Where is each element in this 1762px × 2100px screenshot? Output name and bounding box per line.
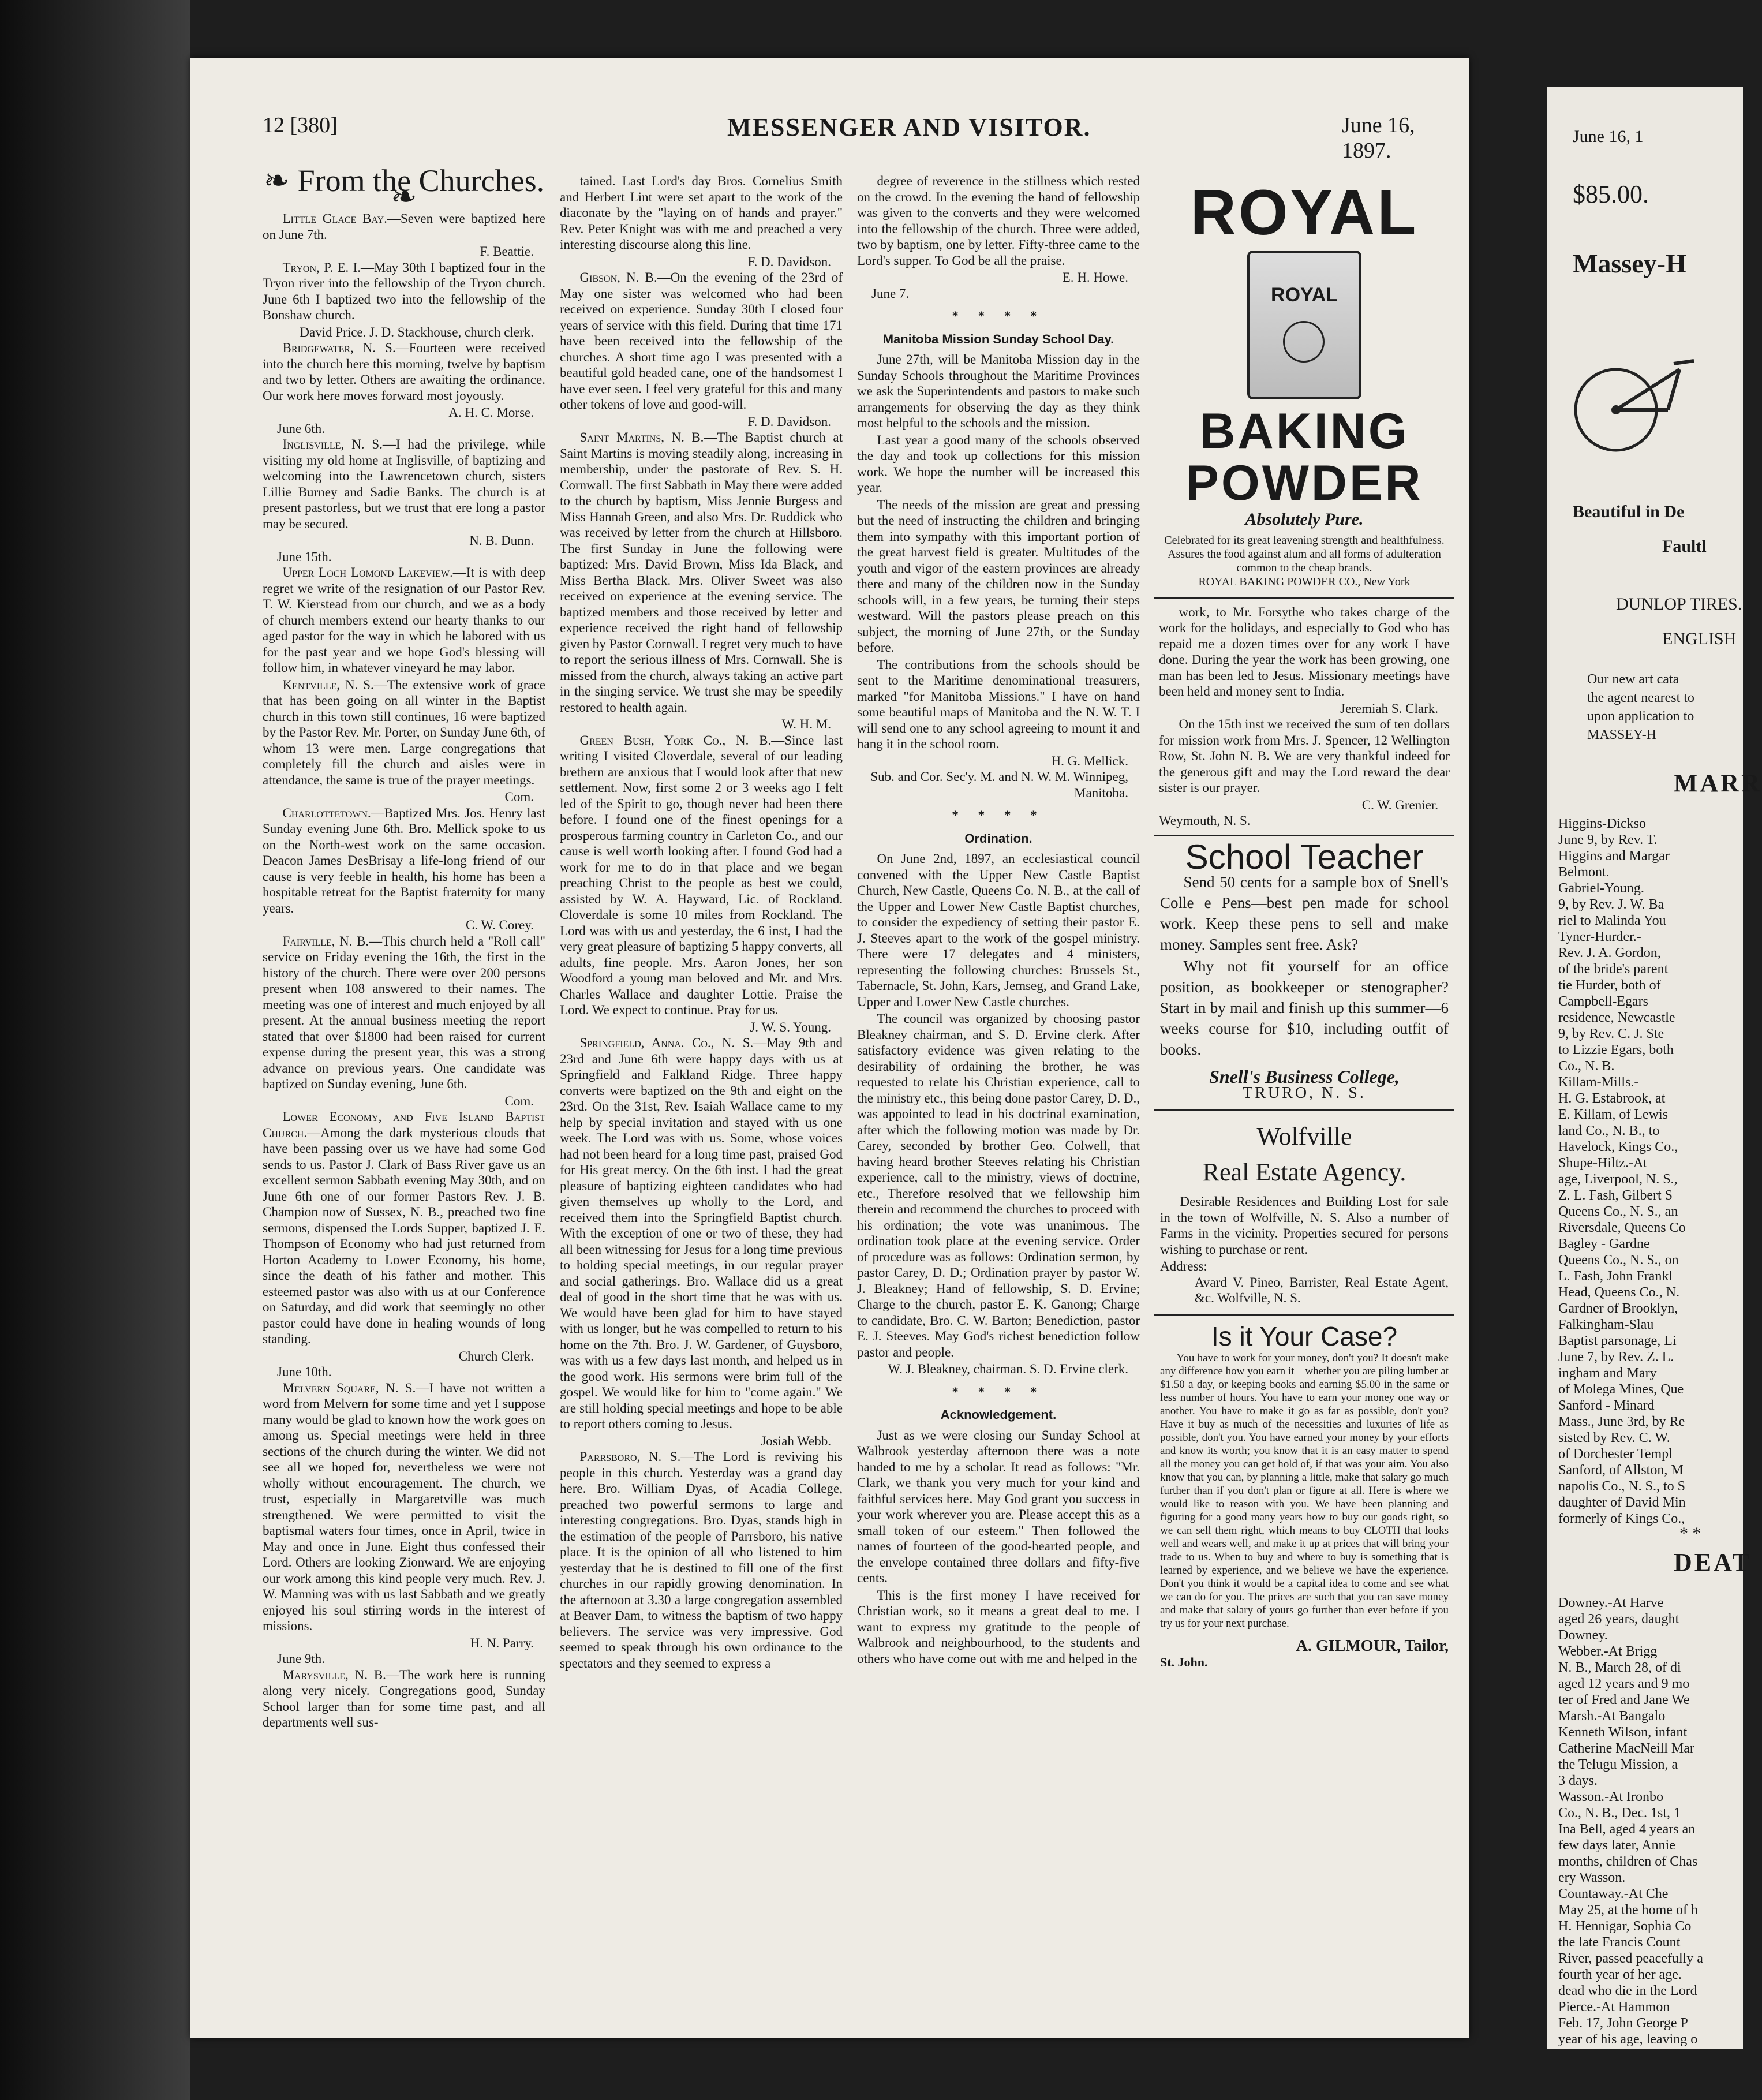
ad-tagline: Absolutely Pure. (1245, 510, 1364, 529)
text-line: Head, Queens Co., N. (1558, 1285, 1679, 1300)
text-line: Queens Co., N. S., on (1558, 1253, 1679, 1268)
text-line: riel to Malinda You (1558, 913, 1666, 928)
separator-stars: * * * * (952, 309, 1045, 323)
text-line: June 7, by Rev. Z. L. (1558, 1350, 1674, 1365)
text-line: ingham and Mary (1558, 1366, 1657, 1381)
text-line: L. Fash, John Frankl (1558, 1269, 1673, 1284)
text-line: N. B., March 28, of di (1558, 1660, 1681, 1675)
text-line: 9, by Rev. C. J. Ste (1558, 1026, 1664, 1041)
text-line: Marsh.-At Bangalo (1558, 1709, 1666, 1724)
text-line: to Lizzie Egars, both (1558, 1042, 1674, 1058)
book-spine (0, 0, 190, 2100)
text-line: the late Francis Count (1558, 1935, 1681, 1950)
text-line: Baptist parsonage, Li (1558, 1333, 1677, 1348)
college-town: TRURO, N. S. (1243, 1083, 1366, 1102)
text-line: H. Hennigar, Sophia Co (1558, 1919, 1692, 1934)
place-name: Little Glace Bay. (282, 211, 387, 226)
item-text: —The work here is running along very nicely. Congregations good, Sunday School larger than for some time past, and all departments well sus- (263, 1667, 545, 1729)
text-line: upon application to (1587, 709, 1694, 724)
signature-title: Sub. and Cor. Sec'y. M. and N. W. M. Winnipeg, Manitoba. (870, 769, 1128, 800)
signature: C. W. Corey. (466, 918, 534, 932)
parrsboro-continuation: degree of reverence in the stillness which rested on the crowd. In the evening the hand of fellowship was given to the converts and they were welcomed into the fellowship of the church. Three were added, two by baptism, one by letter. Fifty-three came to the Lord's supper. To God be all the praise. (857, 174, 1140, 268)
church-item (560, 429, 843, 715)
ad-brand: ROYAL (1190, 177, 1419, 248)
place-line: Weymouth, N. S. (1159, 813, 1251, 828)
signature: Jeremiah S. Clark. (1340, 701, 1438, 716)
text-line: aged 12 years and 9 mo (1558, 1676, 1690, 1691)
text-line: Sanford, of Allston, M (1558, 1463, 1684, 1478)
place-name: Tryon, P. E. I. (282, 260, 361, 275)
gilmour-tailor-ad (1154, 1316, 1454, 1679)
signature: N. B. Dunn. (469, 533, 534, 548)
ad-body: Celebrated for its great leavening strength and healthfulness. Assures the food against alum and all forms of adulteration common to the cheap brands. (1164, 533, 1445, 574)
text-line: of Dorchester Templ (1558, 1447, 1673, 1462)
ad-line: Faultl (1662, 537, 1707, 556)
text-line: Mass., June 3rd, by Re (1558, 1414, 1685, 1429)
text-line: Kenneth Wilson, infant (1558, 1725, 1688, 1740)
paragraph: The needs of the mission are great and pressing but the need of instructing the children and bringing them into sympathy with this important portion of the great harvest field is greater. Multitudes of the youth and vigor of the eastern provinces are already there and many of the children now in the Sunday schools will, in a few years, be turning their steps westward. Will the pastors please preach on this subject, the morning of June 27th, or the Sunday before. (857, 497, 1140, 655)
place-name: Fairville, N. B. (282, 933, 369, 948)
item-text: —The Lord is reviving his people in this church. Yesterday was a grand day here. Bro. William Dyas, of Acadia College, preached two powerful sermons to large and interesting congregations. Bro. Dyas, stands high in the estimation of the people of Parrsboro, his native place. It is the opinion of all who listened to him yesterday that he is destined to fill one of the first churches in our rapidly growing denomination. In the afternoon at 3.30 a large congregation assembled at Beaver Dam, to witness the baptism of two happy believers. The service was very impressive. God seemed to speak through his own ordinance to the spectators and they seemed to express a (560, 1449, 843, 1671)
church-item (263, 260, 545, 323)
text-line: Higgins-Dickso (1558, 816, 1646, 831)
text-line: Belmont. (1558, 865, 1610, 880)
paragraph: On June 2nd, 1897, an ecclesiastical council convened with the Upper New Castle Baptist Church, New Castle, Queens Co. N. B., at the call of the Upper and Lower New Castle Baptist churches, to consider the expediency of setting their pastor E. J. Steeves apart to the work of the gospel ministry. There were 17 delegates and 4 ministers, representing the following churches: Brussels St., Tabernacle, St. John, Kars, Jemseg, and Grand Lake, Upper and Lower New Castle churches. (857, 851, 1140, 1009)
clark-continuation: work, to Mr. Forsythe who takes charge of the work for the holidays, and especially to God who has repaid me a dozen times over for any work I have done. During the year the work has been growing, one man has been led to Jesus. Missionary meetings have been held and money sent to India. (1159, 604, 1450, 698)
column-4 (1154, 173, 1454, 2038)
signature: Josiah Webb. (761, 1433, 831, 1448)
item-text: —The Baptist church at Saint Martins is moving steadily along, increasing in membership, under the pastorate of Rev. S. H. Cornwall. The first Sabbath in May there were added to the church by baptism, Miss Jennie Burgess and Miss Hannah Green, and also Mrs. Dr. Ruddick who was received by letter from the church at Hillsboro. The first Sunday in June the following were baptized: Mrs. David Brown, Miss Ida Black, and Miss Bertha Black. Mrs. Oliver Sweet was also received on experience at the evening service. The baptized members and those received by letter and experience received the right hand of fellowship given by Pastor Cornwall. I regret very much to have to report the serious illness of Mrs. Cornwall. She is missed from the church, always taking an active part in the singing service. We trust she may be speedily restored to health again. (560, 430, 843, 715)
bicycle-price: $85.00. (1573, 180, 1649, 208)
text-line: Bagley - Gardne (1558, 1236, 1650, 1251)
text-line: Downey.-At Harve (1558, 1595, 1664, 1611)
church-item (263, 565, 545, 676)
text-line: ter of Fred and Jane We (1558, 1692, 1690, 1707)
text-line: Shupe-Hiltz.-At (1558, 1156, 1647, 1171)
text-line: fourth year of her age. (1558, 1967, 1682, 1982)
signature: W. H. M. (781, 717, 831, 731)
text-line: formerly of Kings Co., (1558, 1511, 1685, 1526)
church-item (263, 933, 545, 1092)
item-text: —This church held a "Roll call" service on Friday evening the 16th, the first in the history of the church. There were over 200 persons present when 108 answered to their names. The meeting was one of interest and much enjoyed by all present. At the annual business meeting the report stated that over $1800 had been raised for current expense during the present year, this was a strong advance on previous years. One candidate was baptized on Sunday evening, June 6th. (263, 933, 545, 1091)
ad-body: You have to work for your money, don't you? It doesn't make any difference how you earn it—whether you are piling lumber at $1.50 a day, or keeping books and earning $5.00 in the same or less number of hours. You have to earn your money one way or another. You have to make it go as far as possible, don't you? Have it buy as much of the necessities and luxuries of life as possible, don't you. You have earned your money by your efforts and know its worth; you know that it is an easy matter to spend all the money you can get hold of, if that was your aim. You also know that you can, by planning a little, make that salary go much further than if you don't plan or figure at all. Here is where we would like to reason with you. We have been planning and figuring for a good many years how to buy our goods right, so we can sell them right, which means to buy CLOTH that looks well and wears well, and make it up at prices that will bring your trade to us. When to buy and where to buy is something that is learned by experience, and we believe we have the experience. Don't you think it would be a capital idea to come and see what we can do for you. The prices are such that you can save money and make that salary of yours go further than ever before if you try us for your next purchase. (1160, 1352, 1449, 1630)
item-text: —Among the dark mysterious clouds that have been passing over us we have had some God sends to us. Pastor J. Clark of Bass River gave us an excellent sermon Sabbath evening May 30th, and on June 6th one of our former Pastors Rev. J. B. Champion now of Sussex, N. B., preached two fine sermons, dispensed the Lords Supper, baptized J. E. Thompson of Economy who had just returned from Horton Academy to Lower Economy, his home, since the death of his father and mother. This esteemed pastor was also with us at our Conference on Saturday, and did work that seemingly no other pastor could have done in healing wounds of long standing. (263, 1125, 545, 1346)
signature: H. N. Parry. (470, 1635, 534, 1650)
separator-stars: * * * * (952, 1384, 1045, 1399)
text-line: few days later, Annie (1558, 1838, 1675, 1853)
paragraph: Last year a good many of the schools observed the day and took up collections for this mission work. We hope the number will be increased this year. (857, 432, 1140, 495)
text-line: tie Hurder, both of (1558, 978, 1661, 993)
column-1 (263, 163, 546, 2038)
ad-body: Send 50 cents for a sample box of Snell's Colle e Pens—best pen made for school work. Keep these pens to sell and make money. Samples sent free. Ask? (1160, 873, 1449, 953)
place-name: Inglisville, N. S. (282, 437, 383, 451)
date-line: June 6th. (277, 421, 326, 436)
acknowledgement-article (857, 1428, 1140, 1667)
church-item (560, 1449, 843, 1671)
text-line: daughter of David Min (1558, 1495, 1686, 1510)
text-line: Catherine MacNeill Mar (1558, 1741, 1694, 1756)
royal-baking-powder-ad (1154, 173, 1454, 599)
marriages-heading: MARR (1674, 769, 1762, 797)
church-items (263, 211, 545, 1731)
grenier-notice: On the 15th inst we received the sum of ten dollars for mission work from Mrs. J. Spencer, 12 Wellington Row, St. John N. B. We are very thankful indeed for the generous gift and may the Lord reward the dear sister is our prayer. (1159, 717, 1450, 795)
ad-signature: A. GILMOUR, Tailor, (1296, 1637, 1449, 1655)
baking-powder-can-icon (1247, 251, 1361, 399)
text-line: E. Killam, of Lewis (1558, 1107, 1668, 1122)
text-line: residence, Newcastle (1558, 1010, 1675, 1025)
address-label: Address: (1160, 1259, 1207, 1273)
text-line: 9, by Rev. J. W. Ba (1558, 897, 1664, 912)
place-name: Upper Loch Lomond Lakeview. (282, 565, 453, 580)
masthead: MESSENGER AND VISITOR. (727, 113, 1091, 141)
paragraph: The contributions from the schools should be sent to the Maritime denominational treasurers, marked "for Manitoba Missions." I have on hand some beautiful maps of Manitoba and the N. W. T. I will send one to any school agreeing to mount it and hang it in the school room. (857, 657, 1140, 751)
ad-title: Is it Your Case? (1211, 1321, 1398, 1351)
text-line: Killam-Mills.- (1558, 1075, 1639, 1090)
text-line: June 9, by Rev. T. (1558, 832, 1658, 847)
acknowledgement-heading: Acknowledgement. (940, 1407, 1057, 1422)
ad-body: Desirable Residences and Building Lost for sale in the town of Wolfville, N. S. Also a number of Farms in the vicinity. Properties secured for persons wishing to purchase or rent. (1160, 1194, 1449, 1257)
text-line: Tyner-Hurder.- (1558, 929, 1641, 944)
ad-brand-line: POWDER (1185, 455, 1423, 511)
paragraph: Just as we were closing our Sunday School at Walbrook yesterday afternoon there was a note handed to me by a scholar. It read as follows: "Mr. Clark, we thank you very much for your kind and faithful services here. May God grant you success in your work wherever you are. Please accept this as a small token of our esteem." Then followed the names of fourteen of the good-hearted people, and the envelope contained three dollars and fifty-five cents. (857, 1428, 1140, 1585)
ad-title: Wolfville (1256, 1122, 1352, 1150)
page-number: 12 [380] (263, 113, 338, 137)
text-line: Z. L. Fash, Gilbert S (1558, 1188, 1673, 1203)
text-line: Gardner of Brooklyn, (1558, 1301, 1678, 1316)
signature: J. W. S. Young. (750, 1019, 831, 1034)
church-item (263, 211, 545, 242)
signature: Com. (504, 790, 534, 804)
manitoba-article (857, 352, 1140, 752)
text-line: River, passed peacefully a (1558, 1951, 1703, 1966)
text-line: ery Wasson. (1558, 1870, 1626, 1885)
wolfville-real-estate-ad (1154, 1111, 1454, 1316)
place-name: Marysville, N. B. (282, 1667, 386, 1682)
text-line: Co., N. B. (1558, 1059, 1615, 1074)
separator-stars: * * (1679, 1524, 1701, 1543)
college-name: Snell's Business College, (1209, 1066, 1400, 1087)
church-item (263, 1109, 545, 1347)
church-item (263, 1380, 545, 1634)
facing-date: June 16, 1 (1573, 127, 1644, 146)
item-text: —I had the privilege, while visiting my old home at Inglisville, of baptizing and welcoming into the Lawrencetown church, sisters Lillie Burney and Sadie Banks. The church is at present pastorless, but we trust that ere long a pastor may be secured. (263, 437, 546, 531)
item-text: —I have not written a word from Melvern for some time and yet I suppose many would be glad to known how the work goes on among us. Special meetings were held in three sections of the church during the winter. We did not see all we hoped for, nevertheless we were not wholly without encouragement. The church, we trust, especially in Margaretville was much strengthened. We were permitted to visit the baptismal waters four times, once in April, twice in May and once in June. Eight thus confessed their Lord. Others are looking Zionward. We are enjoying our work among this kind people very much. Rev. J. W. Manning was with us last Sabbath and we greatly enjoyed his soul stirring words in the interest of missions. (263, 1380, 545, 1633)
church-items (560, 173, 843, 1671)
signature: C. W. Grenier. (1361, 797, 1438, 812)
signature: Com. (504, 1093, 534, 1108)
text-line: Rev. J. A. Gordon, (1558, 946, 1661, 961)
text-line: Queens Co., N. S., an (1558, 1204, 1678, 1219)
date-line: June 15th. (277, 549, 332, 564)
church-item (560, 173, 843, 253)
text-line: Our new art cata (1587, 672, 1679, 687)
text-line: Campbell-Egars (1558, 994, 1648, 1009)
date-line: June 10th. (277, 1365, 332, 1379)
can-label: ROYAL (1271, 284, 1338, 306)
ad-place: St. John. (1160, 1654, 1208, 1669)
address: Avard V. Pineo, Barrister, Real Estate Agent, &c. Wolfville, N. S. (1195, 1275, 1449, 1305)
text-line: Falkingham-Slau (1558, 1317, 1654, 1332)
ad-company: ROYAL BAKING POWDER CO., New York (1198, 575, 1411, 588)
ad-title: School Teacher (1185, 837, 1424, 876)
bicycle-icon (1570, 329, 1743, 456)
text-line: Ina Bell, aged 4 years an (1558, 1822, 1696, 1837)
place-name: Bridgewater, N. S. (282, 341, 396, 355)
ad-body: Why not fit yourself for an office position, as bookkeeper or stenographer? Start in by mail and finish up this summer—6 weeks course for $10, including outfit of books. (1160, 958, 1449, 1058)
separator-stars: * * * * (952, 808, 1045, 823)
item-text: tained. Last Lord's day Bros. Cornelius Smith and Herbert Lint were set apart to the work of the diaconate by the "laying on of hands and prayer." Rev. Peter Knight was with me and preached a very interesting discourse along this line. (560, 174, 843, 252)
section-title: ❧ From the Churches. ❧ (263, 163, 545, 214)
ad-line: Beautiful in De (1573, 502, 1685, 521)
signature: F. D. Davidson. (747, 414, 831, 429)
school-teacher-ad (1154, 835, 1454, 1111)
can-emblem-icon (1283, 321, 1325, 363)
text-line: Wasson.-At Ironbo (1558, 1789, 1664, 1804)
signature: F. Beattie. (480, 244, 534, 259)
text-line: age, Liverpool, N. S., (1558, 1172, 1678, 1187)
text-line: Downey. (1558, 1628, 1608, 1643)
text-line: dead who die in the Lord (1558, 1983, 1697, 1998)
column-2 (560, 173, 843, 2038)
church-item (263, 805, 545, 917)
signature: E. H. Howe. (1062, 270, 1128, 285)
church-item (263, 1667, 545, 1731)
item-text: —Seven were baptized here on June 7th. (263, 211, 545, 242)
date-line: June 7. (871, 286, 910, 301)
text-line: Co., N. B., Dec. 1st, 1 (1558, 1806, 1681, 1821)
signature: Church Clerk. (458, 1348, 534, 1363)
ad-brand-line: BAKING (1199, 403, 1409, 459)
text-line: H. G. Estabrook, at (1558, 1091, 1666, 1106)
church-item (560, 270, 843, 413)
text-line: Havelock, Kings Co., (1558, 1139, 1678, 1154)
church-item (263, 436, 545, 532)
text-line: Sanford - Minard (1558, 1398, 1655, 1413)
text-line: sisted by Rev. C. W. (1558, 1430, 1670, 1445)
signature: F. D. Davidson. (747, 254, 831, 269)
place-name: Melvern Square, N. S. (282, 1380, 416, 1395)
place-name: Lower Economy, and Five Island Baptist Church. (263, 1109, 545, 1140)
signature: David Price. J. D. Stackhouse, church clerk. (300, 324, 534, 339)
ordination-heading: Ordination. (964, 831, 1032, 846)
item-text: —It is with deep regret we write of the resignation of our Pastor Rev. T. W. Kierstead from our church, and we as a body of church members extend our hearty thanks to our aged pastor for the way in which he labored with us for the past year and we hope God's blessing will follow him, in whatever vineyard he may labor. (263, 565, 545, 675)
signature: H. G. Mellick. (1051, 753, 1128, 768)
text-line: Countaway.-At Che (1558, 1886, 1669, 1901)
text-line: Higgins and Margar (1558, 849, 1670, 864)
paragraph: The council was organized by choosing pastor Bleakney chairman, and S. D. Ervine clerk. After satisfactory evidence was given relating to the desirability of ordaining the brother, he was requested to relate his Christian experience, call to the ministry etc., this being done pastor Carey, D. D., was appointed to lead in his doctrinal examination, after which the following motion was made by Dr. Carey, seconded by brother Geo. Colwell, that having heard brother Steeves relating his Christian experience, call to the ministry, views of doctrine, etc., Therefore resolved that we fellowship him therein and recommend the churches to proceed with his ordination; the vote was unanimous. The ordination took place at the evening service. Order of procedure was as follows: Ordination sermon, by pastor Carey, D. D.; Ordination prayer by pastor W. J. Bleakney; Hand of fellowship, S. D. Ervine; Charge to the church, pastor E. K. Ganong; Charge to candidate, Bro. C. W. Barton; Benediction, pastor E. J. Steeves. May God's richest benediction follow pastor and people. (857, 1011, 1140, 1359)
text-line: of Molega Mines, Que (1558, 1382, 1684, 1397)
signature: W. J. Bleakney, chairman. S. D. Ervine clerk. (888, 1362, 1128, 1376)
manitoba-heading: Manitoba Mission Sunday School Day. (882, 331, 1114, 346)
deaths-heading: DEAT (1674, 1548, 1752, 1576)
church-item (263, 677, 545, 789)
issue-date: June 16, 1897. (1342, 113, 1415, 163)
text-line: Webber.-At Brigg (1558, 1644, 1658, 1659)
mission-notices (1154, 599, 1454, 835)
place-name: Parrsboro, N. S. (579, 1449, 681, 1464)
text-line: May 25, at the home of h (1558, 1903, 1698, 1918)
item-text: —May 9th and 23rd and June 6th were happy days with us at Springfield and Falkland Ridge. Three happy converts were baptized on the 9th and eight on the 23rd. On the 31st, Rev. Isaiah Wallace came to my help by special invitation and stayed with us one week. The Lord was with us. Some, whose voices had not been heard for a long time past, praised God for His great mercy. On the 6th inst. I had the great pleasure of baptizing eighteen candidates who had given themselves up wholly to the Lord, and received them into the Springfield Baptist church. With the exception of one or two of these, they had all been witnessing for Jesus for a long time previous to holding special meetings, in our regular prayer and social gatherings. Bro. Wallace did us a great deal of good in the short time that he was with us. We would have been glad for him to have stayed with us longer, but he was compelled to return to his home on the 7th. Bro. J. W. Gardener, of Guysboro, was with us a few days last month, and helped us in the good work. His sermons were brim full of the gospel. We would like for him to "come again." We are still holding special meetings and hope to be able to report others coming to Jesus. (560, 1036, 843, 1431)
facing-page (1547, 87, 1762, 2049)
text-line: MASSEY-H (1587, 727, 1657, 742)
item-text: —Since last writing I visited Cloverdale, several of our leading brethern are anxious that I would look after that new settlement. Now, first some 2 or 3 weeks ago I felt led of the Spirit to go, though never had been there before. I found one of the finest openings for a prosperous farming country in Carleton Co., and our cause is well worth looking after. I found God had a work for me to do in that place and we began preaching Christ to the people as best we could, assisted by W. A. Hayward, Lic. of Rockland. Cloverdale is some 10 miles from Rockland. The Lord was with us and yesterday, the 6 inst, I had the very great pleasure of baptizing 5 happy converts, all adults, fine people. Mrs. Aaron Jones, her son Woodford a young man beloved and Mr. and Mrs. Charles Wallace and daughter Lottie. Praise the Lord. We expect to continue. Pray for us. (560, 733, 843, 1017)
item-text: —The extensive work of grace that has been going on all winter in the Baptist church in this town still continues, 16 were baptized by the Pastor Rev. Mr. Porter, on Sunday June 6th, of whom 13 were men. Large congregations that completely fill the church and aisles were in attendance, the same is true of the prayer meetings. (263, 677, 545, 787)
text-line: land Co., N. B., to (1558, 1123, 1660, 1138)
place-name: Saint Martins, N. B. (579, 430, 704, 444)
paragraph: This is the first money I have received for Christian work, so it means a great deal to me. I want to express my gratitude to the people of Walbrook and neighbourhood, to the students and others who have come out with me and helped in the (857, 1587, 1140, 1666)
item-text: —Baptized Mrs. Jos. Henry last Sunday evening June 6th. Bro. Mellick spoke to us on the North-west work on the same occasion. Deacon James DesBrisay a life-long friend of our cause is very feeble in health, his home has been a hospitable retreat for the Baptist fraternity for many years. (263, 805, 545, 916)
item-text: —May 30th I baptized four in the Tryon river into the fellowship of the Tryon church. June 6th I baptized two into the fellowship of the Bonshaw church. (263, 260, 546, 322)
text-line: the Telugu Mission, a (1558, 1757, 1678, 1772)
church-item (560, 1035, 843, 1432)
bicycle-brand: Massey-H (1573, 249, 1686, 278)
text-line: 3 days. (1558, 1773, 1598, 1788)
item-text: —Fourteen were received into the church here this morning, twelve by baptism and two by letter. Others are awaiting the ordinance. Our work here moves forward most joyously. (263, 341, 545, 403)
ad-line: ENGLISH (1662, 629, 1737, 648)
church-item (560, 733, 843, 1018)
place-name: Gibson, N. B. (579, 270, 657, 285)
church-item (263, 340, 545, 403)
text-line: aged 26 years, daught (1558, 1612, 1679, 1627)
text-line: months, children of Chas (1558, 1854, 1698, 1869)
text-line: napolis Co., N. S., to S (1558, 1479, 1686, 1494)
text-line: Riversdale, Queens Co (1558, 1220, 1686, 1235)
text-line: Pierce.-At Hammon (1558, 2000, 1670, 2015)
place-name: Springfield, Anna. Co., N. S. (579, 1036, 754, 1050)
text-line: Gabriel-Young. (1558, 881, 1644, 896)
newspaper-page (190, 58, 1469, 2038)
paragraph: June 27th, will be Manitoba Mission day in the Sunday Schools throughout the Maritime Provinces we ask the Superintendents and pastors to make such arrangements for observing the day as they think most helpful to the schools and the mission. (857, 352, 1140, 430)
ad-title: Real Estate Agency. (1202, 1158, 1406, 1186)
text-line: Feb. 17, John George P (1558, 2016, 1688, 2031)
column-3 (857, 173, 1140, 2038)
text-line: the agent nearest to (1587, 690, 1694, 705)
ad-line: DUNLOP TIRES. (1616, 595, 1742, 614)
place-name: Green Bush, York Co., N. B. (579, 733, 772, 748)
text-line: of the bride's parent (1558, 962, 1669, 977)
place-name: Charlottetown. (282, 805, 371, 820)
text-line: year of his age, leaving o (1558, 2032, 1698, 2047)
place-name: Kentville, N. S. (282, 677, 374, 692)
signature: A. H. C. Morse. (448, 405, 534, 420)
item-text: —On the evening of the 23rd of May one sister was welcomed who had been received on experience. Sunday 30th I closed four years of service with this field. During that time 171 have been received into the fellowship of the churches. A short time ago I was presented with a beautiful gold headed cane, one of the handsomest I have ever seen. I feel very grateful for this and many other tokens of love and good-will. (560, 270, 843, 412)
date-line: June 9th. (277, 1651, 326, 1666)
ordination-article (857, 851, 1140, 1360)
